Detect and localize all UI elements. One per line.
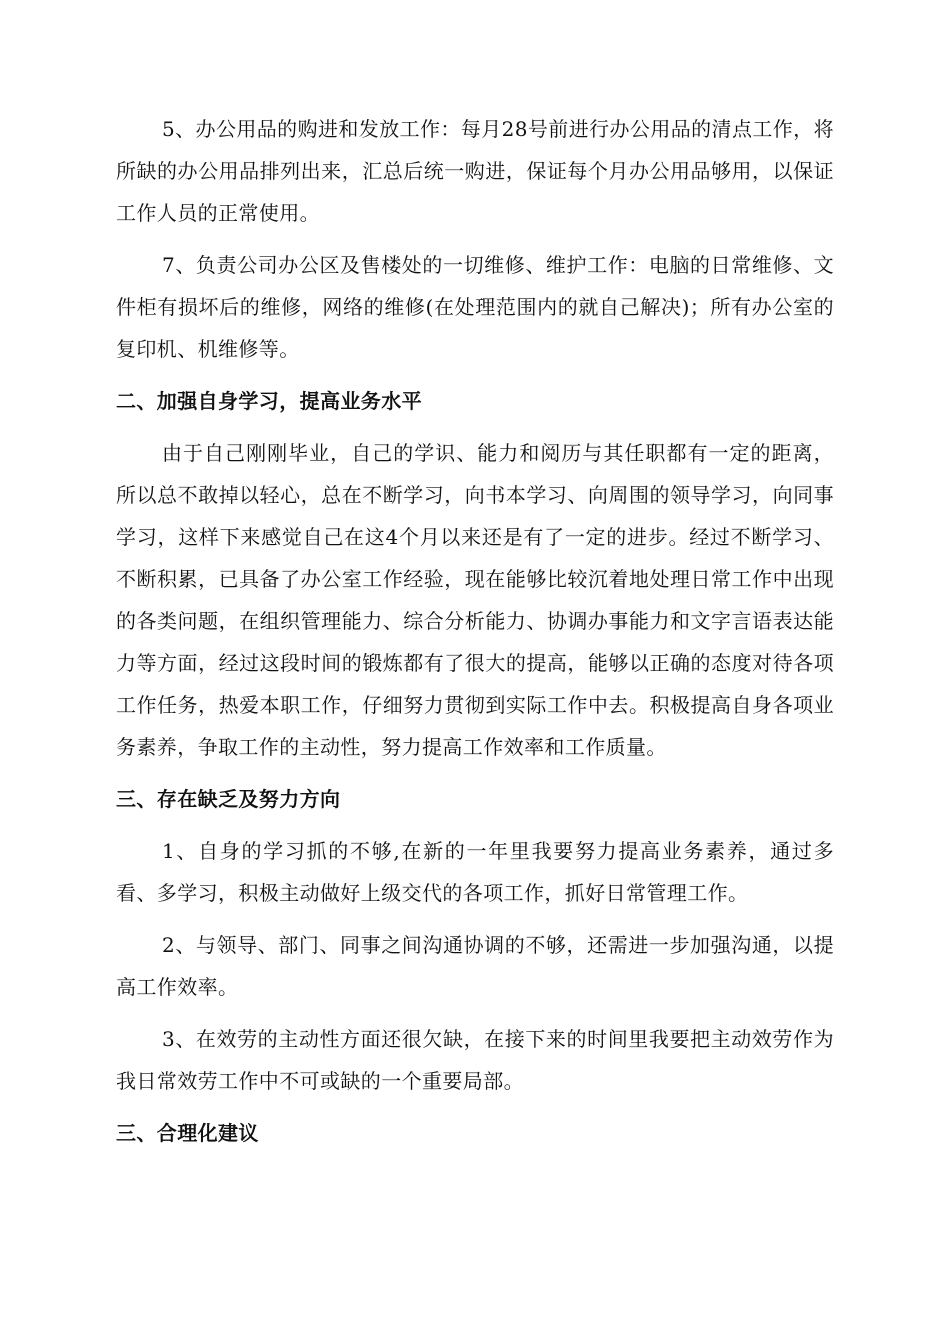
paragraph-shortcoming-1: 1、自身的学习抓的不够,在新的一年里我要努力提高业务素养，通过多看、多学习，积极主动做好上级交代的各项工作，抓好日常管理工作。 [116,839,834,905]
paragraph-maintenance: 7、负责公司办公区及售楼处的一切维修、维护工作：电脑的日常维修、文件柜有损坏后的维修，网络的维修(在处理范围内的就自己解决)；所有办公室的复印机、机维修等。 [116,253,834,361]
paragraph-office-supplies: 5、办公用品的购进和发放工作：每月28号前进行办公用品的清点工作，将所缺的办公用品排列出来，汇总后统一购进，保证每个月办公用品够用，以保证工作人员的正常使用。 [116,117,834,225]
section-heading-suggestions: 三、合理化建议 [116,1121,259,1145]
section-heading-shortcomings: 三、存在缺乏及努力方向 [116,787,341,811]
section-heading-study: 二、加强自身学习，提高业务水平 [116,389,422,413]
paragraph-shortcoming-3: 3、在效劳的主动性方面还很欠缺，在接下来的时间里我要把主动效劳作为我日常效劳工作中不可或缺的一个重要局部。 [116,1027,834,1093]
paragraph-shortcoming-2: 2、与领导、部门、同事之间沟通协调的不够，还需进一步加强沟通，以提高工作效率。 [116,933,834,999]
paragraph-self-study: 由于自己刚刚毕业，自己的学识、能力和阅历与其任职都有一定的距离，所以总不敢掉以轻心，总在不断学习，向书本学习、向周围的领导学习，向同事学习，这样下来感觉自己在这4个月以来还是有了一定的进步。经过不断学习、不断积累，已具备了办公室工作经验，现在能够比较沉着地处理日常工作中出现的各类问题，在组织管理能力、综合分析能力、协调办事能力和文字言语表达能力等方面，经过这段时间的锻炼都有了很大的提高，能够以正确的态度对待各项工作任务，热爱本职工作，仔细努力贯彻到实际工作中去。积极提高自身各项业务素养，争取工作的主动性，努力提高工作效率和工作质量。 [116,441,834,759]
document-page [116,108,834,1164]
